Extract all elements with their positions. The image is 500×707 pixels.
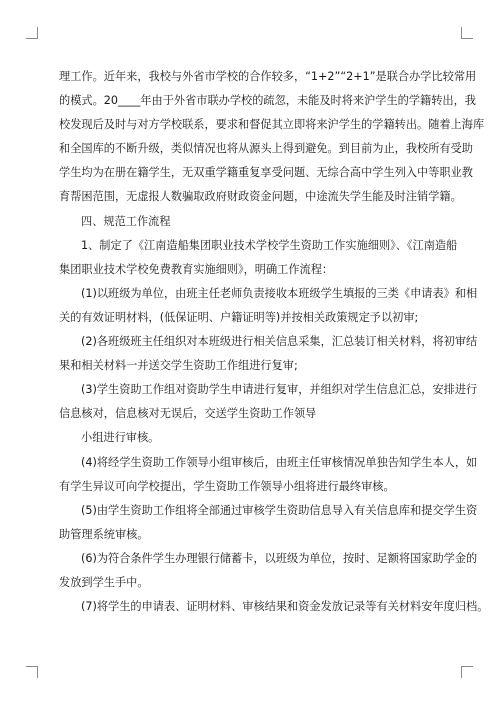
text-line: 集团职业技术学校免费教育实施细则》，明确工作流程： [59,262,334,276]
text-line: 关的有效证明材料，(低保证明、户籍证明等)并按相关政策规定予以初审; [59,310,419,324]
text-line: (6)为符合条件学生办理银行储蓄卡，以班级为单位，按时、足额将国家助学金的 [81,551,478,565]
text-line: (5)由学生资助工作组将全部通过审核学生资助信息导入有关信息库和提交学生资 [81,503,478,517]
text-line: 学生均为在册在籍学生，无双重学籍重复享受问题、无综合高中学生列入中等职业教 [59,166,473,180]
text-line: 1、制定了《江南造船集团职业技术学校学生资助工作实施细则》、《江南造船 [81,238,458,252]
crop-mark-top-right [461,27,473,39]
text-line: (7)将学生的申请表、证明材料、审核结果和资金发放记录等有关材料安年度归档。 [81,600,489,614]
text-line: 助管理系统审核。 [59,527,149,541]
crop-mark-bottom-left [26,666,38,678]
document-body [59,65,489,619]
crop-mark-bottom-right [461,666,473,678]
section-heading: 四、规范工作流程 [81,214,171,228]
text-line: 果和相关材料一并送交学生资助工作组进行复审; [59,359,298,373]
text-line: 有学生异议可向学校提出，学生资助工作领导小组将进行最终审核。 [59,479,395,493]
text-line: 和全国库的不断升级，类似情况也将从源头上得到避免。到目前为止，我校所有受助 [59,142,473,156]
text-line: 校发现后及时与对方学校联系，要求和督促其立即将来沪学生的学籍转出。随着上海库 [59,118,485,132]
text-line: (1)以班级为单位，由班主任老师负责接收本班级学生填报的三类《申请表》和相 [81,286,478,300]
text-line: 发放到学生手中。 [59,575,149,589]
crop-mark-top-left [26,27,38,39]
text-line: (2)各班级班主任组织对本班级进行相关信息采集，汇总装订相关材料，将初审结 [81,335,478,349]
text-line: 育帮困范围，无虚报人数骗取政府财政资金问题，中途流失学生能及时注销学籍。 [59,190,462,204]
text-line: 理工作。近年来，我校与外省市学校的合作较多，“1+2”“2+1”是联合办学比较常用 [59,70,477,83]
text-line: (3)学生资助工作组对资助学生申请进行复审，并组织对学生信息汇总，安排进行 [81,383,478,397]
text-line: 小组进行审核。 [81,431,160,445]
text-line: 的模式。20____年由于外省市联办学校的疏忽，未能及时将来沪学生的学籍转出，我 [59,94,476,108]
text-line: (4)将经学生资助工作领导小组审核后，由班主任审核情况单独告知学生本人，如 [81,455,478,469]
text-line: 信息核对，信息核对无误后，交送学生资助工作领导 [59,407,317,421]
